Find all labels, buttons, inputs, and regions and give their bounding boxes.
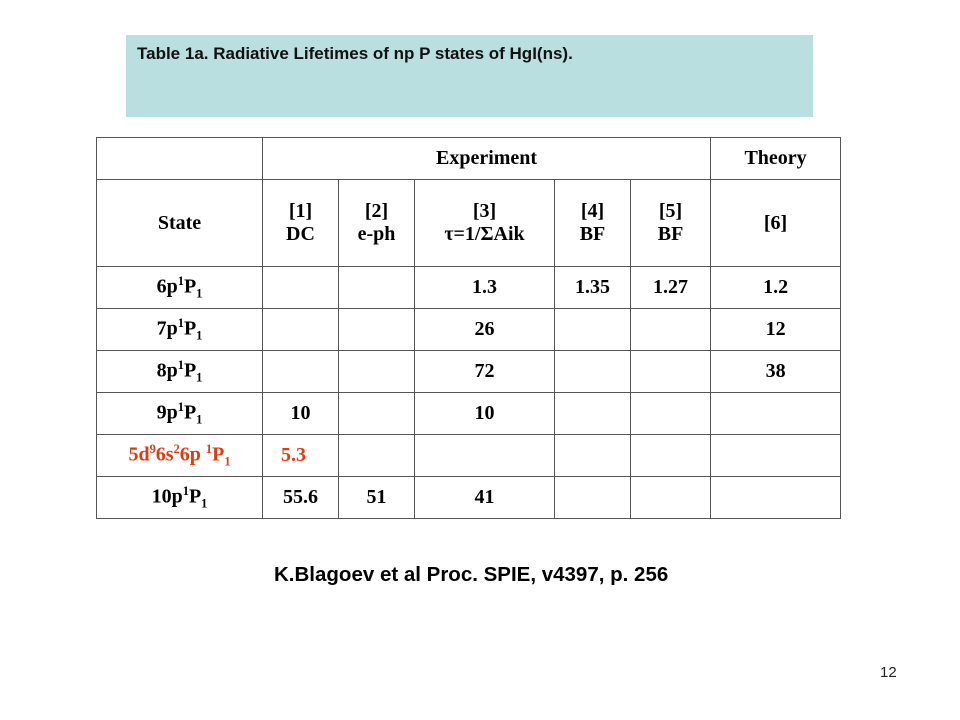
value-cell [555, 393, 631, 435]
column-header-line2: DC [286, 223, 315, 245]
state-subscript: 1 [196, 370, 203, 385]
state-cell [97, 351, 263, 393]
state-text: P [212, 443, 225, 466]
value-cell [555, 477, 631, 519]
value-cell: 1.27 [631, 267, 711, 309]
column-header-row [97, 180, 841, 267]
column-header-line1: State [157, 211, 202, 234]
theory-header: Theory [711, 138, 841, 180]
state-text: 7p [156, 317, 178, 340]
value-cell [711, 393, 841, 435]
state-cell [97, 435, 263, 477]
table-caption: Table 1a. Radiative Lifetimes of np P states of HgI(ns). [137, 44, 573, 63]
value-cell [415, 435, 555, 477]
table-row [97, 267, 841, 309]
column-header-ref3 [415, 180, 555, 267]
state-cell [97, 267, 263, 309]
value-cell [631, 477, 711, 519]
value-cell: 26 [415, 309, 555, 351]
table-row [97, 393, 841, 435]
value-cell [339, 435, 415, 477]
value-cell [339, 351, 415, 393]
value-cell: 41 [415, 477, 555, 519]
state-subscript: 1 [224, 454, 231, 469]
value-cell [555, 309, 631, 351]
state-text: 10p [151, 485, 183, 508]
column-header-ref5 [631, 180, 711, 267]
group-header-empty [97, 138, 263, 180]
column-header-line1: [3] [472, 200, 497, 222]
state-superscript: 1 [177, 400, 184, 415]
value-cell [339, 309, 415, 351]
value-cell [263, 309, 339, 351]
value-cell: 38 [711, 351, 841, 393]
value-cell [631, 393, 711, 435]
state-cell [97, 309, 263, 351]
state-text: 6s [155, 443, 174, 466]
state-subscript: 1 [196, 328, 203, 343]
value-cell [711, 477, 841, 519]
value-cell: 1.2 [711, 267, 841, 309]
state-superscript: 1 [177, 274, 184, 289]
value-cell [263, 351, 339, 393]
value-cell: 55.6 [263, 477, 339, 519]
value-cell: 10 [263, 393, 339, 435]
value-cell [631, 351, 711, 393]
column-header-ref4 [555, 180, 631, 267]
state-subscript: 1 [201, 496, 208, 511]
column-header-ref2 [339, 180, 415, 267]
value-cell: 1.3 [415, 267, 555, 309]
state-text: 5d [128, 443, 150, 466]
value-cell [631, 309, 711, 351]
value-cell: 1.35 [555, 267, 631, 309]
state-text: 9p [156, 401, 178, 424]
value-cell: 12 [711, 309, 841, 351]
page-number: 12 [880, 664, 897, 681]
column-header-line2: e-ph [357, 223, 396, 245]
state-superscript: 1 [177, 358, 184, 373]
column-header-line1: [2] [364, 200, 389, 222]
value-cell: 51 [339, 477, 415, 519]
table-row-highlighted [97, 435, 841, 477]
table-row [97, 351, 841, 393]
value-cell [555, 351, 631, 393]
column-header-line1: [4] [580, 200, 605, 222]
state-text: P [188, 485, 202, 508]
column-header-line1: [1] [288, 200, 313, 222]
state-text: P [183, 359, 197, 382]
state-cell [97, 393, 263, 435]
state-superscript: 2 [173, 442, 180, 457]
reference-citation: K.Blagoev et al Proc. SPIE, v4397, p. 256 [274, 563, 669, 586]
column-header-ref1 [263, 180, 339, 267]
value-cell [263, 267, 339, 309]
table-row [97, 477, 841, 519]
column-header-line2: τ=1/ΣAik [444, 223, 525, 245]
column-header-line2: BF [657, 223, 684, 245]
column-header-ref6 [711, 180, 841, 267]
column-header-line1: [6] [763, 211, 788, 234]
group-header-row [97, 138, 841, 180]
state-text: P [183, 275, 197, 298]
state-subscript: 1 [196, 286, 203, 301]
state-text: 8p [156, 359, 178, 382]
state-subscript: 1 [196, 412, 203, 427]
state-text: P [183, 401, 197, 424]
state-text: 6p [179, 443, 206, 466]
column-header-state [97, 180, 263, 267]
value-cell [555, 435, 631, 477]
state-superscript: 1 [205, 442, 213, 457]
state-superscript: 1 [182, 484, 189, 499]
value-cell [711, 435, 841, 477]
value-cell [631, 435, 711, 477]
value-cell: 72 [415, 351, 555, 393]
table-row [97, 309, 841, 351]
column-header-line1: [5] [658, 200, 683, 222]
value-cell: 10 [415, 393, 555, 435]
caption-box [126, 35, 813, 117]
experiment-header: Experiment [263, 138, 711, 180]
value-cell [339, 267, 415, 309]
column-header-line2: BF [579, 223, 606, 245]
lifetimes-table [96, 137, 841, 519]
state-superscript: 1 [177, 316, 184, 331]
state-text: 6p [156, 275, 178, 298]
value-cell [339, 393, 415, 435]
value-cell: 5.3 [263, 435, 339, 477]
state-superscript: 9 [149, 442, 156, 457]
state-text: P [183, 317, 197, 340]
state-cell [97, 477, 263, 519]
